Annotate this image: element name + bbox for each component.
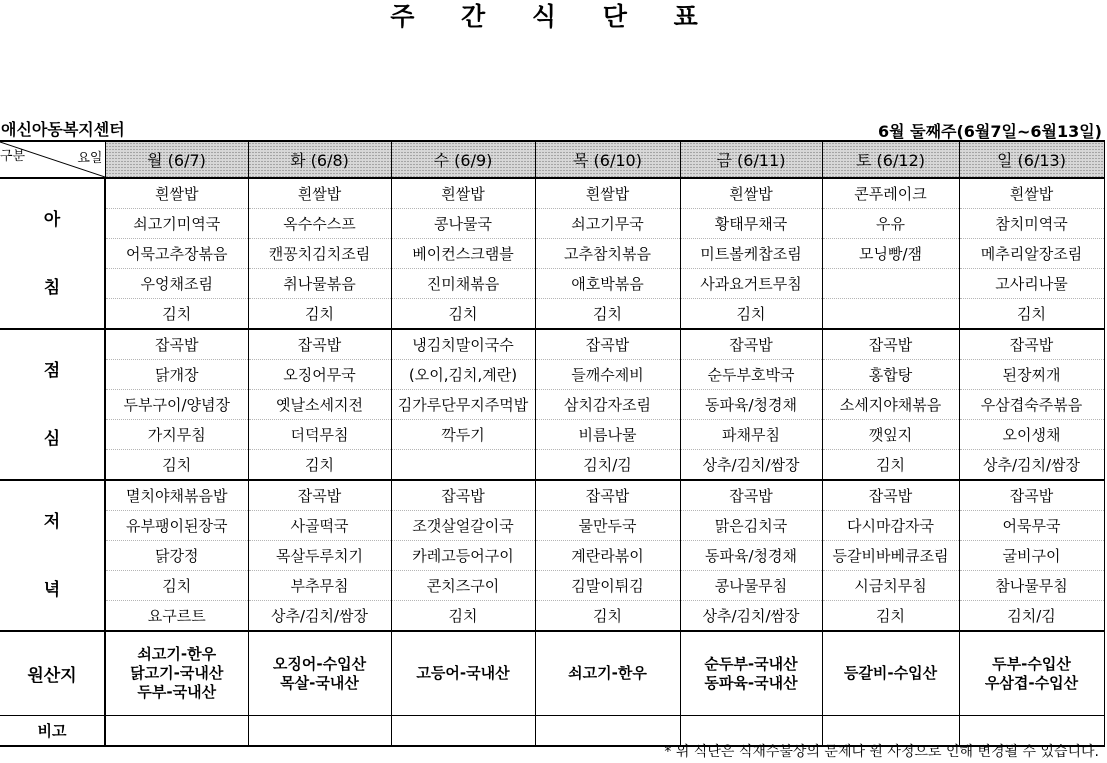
menu-item: 베이컨스크램블	[391, 239, 535, 269]
menu-item: 더덕무침	[248, 420, 391, 450]
menu-row	[0, 420, 1104, 450]
menu-item: 옛날소세지전	[248, 390, 391, 420]
menu-item: 굴비구이	[959, 541, 1104, 571]
origin-line: 쇠고기-한우	[568, 664, 647, 682]
day-header: 목 (6/10)	[535, 141, 680, 178]
menu-item: 김치	[535, 299, 680, 330]
menu-item: 김치	[822, 450, 959, 481]
menu-item: (오이,김치,계란)	[391, 360, 535, 390]
menu-item: 콩나물국	[391, 209, 535, 239]
menu-row	[0, 269, 1104, 299]
menu-item: 요구르트	[105, 601, 248, 632]
menu-item: 애호박볶음	[535, 269, 680, 299]
menu-item: 진미채볶음	[391, 269, 535, 299]
menu-item	[822, 299, 959, 330]
menu-item: 잡곡밥	[680, 480, 822, 511]
note-cell	[248, 716, 391, 747]
menu-item: 우유	[822, 209, 959, 239]
origin-cell	[105, 631, 248, 716]
menu-item: 우삼겹숙주볶음	[959, 390, 1104, 420]
menu-item: 순두부호박국	[680, 360, 822, 390]
menu-item: 김치	[105, 299, 248, 330]
note-cell	[105, 716, 248, 747]
menu-item: 김치	[105, 450, 248, 481]
menu-item: 맑은김치국	[680, 511, 822, 541]
menu-row	[0, 601, 1104, 632]
menu-item: 김치	[391, 601, 535, 632]
menu-item: 잡곡밥	[248, 329, 391, 360]
menu-item: 황태무채국	[680, 209, 822, 239]
menu-item: 오징어무국	[248, 360, 391, 390]
menu-item: 물만두국	[535, 511, 680, 541]
menu-item: 김치/김	[535, 450, 680, 481]
menu-item: 어묵무국	[959, 511, 1104, 541]
menu-item: 깍두기	[391, 420, 535, 450]
menu-item: 미트볼케찹조림	[680, 239, 822, 269]
week-range: 6월 둘째주(6월7일~6월13일)	[877, 122, 1102, 141]
menu-item: 잡곡밥	[535, 480, 680, 511]
menu-item: 흰쌀밥	[959, 178, 1104, 209]
menu-item: 소세지야채볶음	[822, 390, 959, 420]
menu-item: 목살두루치기	[248, 541, 391, 571]
menu-item: 고추참치볶음	[535, 239, 680, 269]
day-header: 월 (6/7)	[105, 141, 248, 178]
menu-item: 오이생채	[959, 420, 1104, 450]
center-name: 애신아동복지센터	[1, 120, 125, 139]
menu-item: 김치	[959, 299, 1104, 330]
origin-cell	[391, 631, 535, 716]
menu-item: 상추/김치/쌈장	[959, 450, 1104, 481]
day-header: 화 (6/8)	[248, 141, 391, 178]
menu-item: 우엉채조림	[105, 269, 248, 299]
menu-item: 흰쌀밥	[391, 178, 535, 209]
origin-line: 두부-수입산	[992, 654, 1071, 673]
menu-item: 메추리알장조림	[959, 239, 1104, 269]
menu-item: 콘치즈구이	[391, 571, 535, 601]
origin-row	[0, 631, 1104, 716]
day-header: 토 (6/12)	[822, 141, 959, 178]
origin-line: 두부-국내산	[137, 683, 217, 701]
menu-item: 부추무침	[248, 571, 391, 601]
header-row	[0, 141, 1104, 178]
day-header: 수 (6/9)	[391, 141, 535, 178]
menu-row	[0, 480, 1104, 511]
menu-item: 김말이튀김	[535, 571, 680, 601]
menu-item: 김치	[248, 299, 391, 330]
menu-item: 홍합탕	[822, 360, 959, 390]
menu-item: 삼치감자조림	[535, 390, 680, 420]
menu-item: 들깨수제비	[535, 360, 680, 390]
header-corner	[0, 141, 105, 178]
menu-item: 멸치야채볶음밥	[105, 480, 248, 511]
note-cell	[391, 716, 535, 747]
day-header: 일 (6/13)	[959, 141, 1104, 178]
menu-row	[0, 178, 1104, 209]
menu-item: 닭개장	[105, 360, 248, 390]
menu-item: 깻잎지	[822, 420, 959, 450]
origin-line: 닭고기-국내산	[130, 664, 224, 682]
menu-row	[0, 239, 1104, 269]
menu-item: 계란라볶이	[535, 541, 680, 571]
menu-item: 잡곡밥	[248, 480, 391, 511]
menu-item: 김치	[680, 299, 822, 330]
menu-item: 파채무침	[680, 420, 822, 450]
origin-line: 동파육-국내산	[704, 673, 798, 692]
menu-item: 잡곡밥	[105, 329, 248, 360]
meal-label-bottom: 녁	[43, 579, 61, 600]
origin-line: 고등어-국내산	[416, 664, 510, 682]
menu-row	[0, 360, 1104, 390]
menu-row	[0, 450, 1104, 481]
note-cell	[535, 716, 680, 747]
menu-item: 흰쌀밥	[535, 178, 680, 209]
origin-cell	[535, 631, 680, 716]
menu-item: 김치	[391, 299, 535, 330]
note-label: 비고	[0, 716, 105, 747]
menu-item: 유부팽이된장국	[105, 511, 248, 541]
menu-item: 김치	[248, 450, 391, 481]
meal-label	[0, 480, 105, 631]
menu-item: 고사리나물	[959, 269, 1104, 299]
menu-row	[0, 209, 1104, 239]
menu-item: 상추/김치/쌈장	[680, 450, 822, 481]
menu-item: 잡곡밥	[822, 329, 959, 360]
menu-item: 비름나물	[535, 420, 680, 450]
menu-item: 냉김치말이국수	[391, 329, 535, 360]
menu-item: 잡곡밥	[680, 329, 822, 360]
day-label: 요일	[77, 151, 103, 166]
meal-label	[0, 329, 105, 480]
menu-item: 동파육/청경채	[680, 541, 822, 571]
menu-table	[0, 140, 1105, 747]
origin-line: 오징어-수입산	[272, 654, 367, 673]
origin-line: 우삼겹-수입산	[984, 673, 1079, 692]
menu-item: 김치	[535, 601, 680, 632]
menu-item: 사골떡국	[248, 511, 391, 541]
menu-item	[391, 450, 535, 481]
page-title: 주 간 식 단 표	[390, 2, 717, 31]
menu-item: 김치/김	[959, 601, 1104, 632]
menu-item: 가지무침	[105, 420, 248, 450]
menu-item: 카레고등어구이	[391, 541, 535, 571]
origin-line: 등갈비-수입산	[843, 664, 938, 682]
menu-item: 등갈비바베큐조림	[822, 541, 959, 571]
menu-item: 참나물무침	[959, 571, 1104, 601]
menu-row	[0, 511, 1104, 541]
menu-item: 흰쌀밥	[248, 178, 391, 209]
menu-item: 시금치무침	[822, 571, 959, 601]
origin-line: 쇠고기-한우	[137, 645, 217, 663]
menu-item: 콘푸레이크	[822, 178, 959, 209]
menu-row	[0, 571, 1104, 601]
origin-cell	[822, 631, 959, 716]
menu-item: 모닝빵/잼	[822, 239, 959, 269]
menu-item: 동파육/청경채	[680, 390, 822, 420]
meal-label-bottom: 심	[43, 428, 61, 449]
category-label: 구분	[0, 149, 26, 164]
menu-row	[0, 299, 1104, 330]
menu-item: 캔꽁치김치조림	[248, 239, 391, 269]
menu-body	[0, 141, 1104, 746]
meal-label-top: 아	[43, 209, 61, 230]
menu-item: 김치	[822, 601, 959, 632]
menu-row	[0, 329, 1104, 360]
menu-item: 잡곡밥	[959, 329, 1104, 360]
meal-label-top: 저	[43, 511, 61, 532]
meal-label-bottom: 침	[43, 277, 61, 298]
menu-item: 쇠고기미역국	[105, 209, 248, 239]
menu-item: 취나물볶음	[248, 269, 391, 299]
menu-item: 조갯살얼갈이국	[391, 511, 535, 541]
menu-item: 김치	[105, 571, 248, 601]
origin-line: 목살-국내산	[280, 673, 359, 692]
menu-item: 상추/김치/쌈장	[248, 601, 391, 632]
menu-item: 두부구이/양념장	[105, 390, 248, 420]
menu-item: 흰쌀밥	[105, 178, 248, 209]
menu-item: 사과요거트무침	[680, 269, 822, 299]
menu-item: 잡곡밥	[959, 480, 1104, 511]
menu-row	[0, 390, 1104, 420]
meal-label	[0, 178, 105, 329]
origin-cell	[959, 631, 1104, 716]
menu-item: 어묵고추장볶음	[105, 239, 248, 269]
origin-cell	[248, 631, 391, 716]
menu-item: 콩나물무침	[680, 571, 822, 601]
footnote: * 위 식단은 식재수불상의 문제나 원 사정으로 인해 변경될 수 있습니다.	[664, 744, 1099, 760]
menu-item	[822, 269, 959, 299]
menu-item: 잡곡밥	[391, 480, 535, 511]
origin-label: 원산지	[0, 631, 105, 716]
menu-row	[0, 541, 1104, 571]
menu-item: 된장찌개	[959, 360, 1104, 390]
menu-item: 김가루단무지주먹밥	[391, 390, 535, 420]
origin-cell	[680, 631, 822, 716]
menu-item: 쇠고기무국	[535, 209, 680, 239]
menu-item: 흰쌀밥	[680, 178, 822, 209]
menu-item: 다시마감자국	[822, 511, 959, 541]
meal-label-top: 점	[43, 360, 61, 381]
menu-item: 참치미역국	[959, 209, 1104, 239]
menu-item: 옥수수스프	[248, 209, 391, 239]
menu-item: 상추/김치/쌈장	[680, 601, 822, 632]
menu-item: 잡곡밥	[822, 480, 959, 511]
menu-item: 닭강정	[105, 541, 248, 571]
day-header: 금 (6/11)	[680, 141, 822, 178]
menu-item: 잡곡밥	[535, 329, 680, 360]
origin-line: 순두부-국내산	[704, 654, 798, 673]
